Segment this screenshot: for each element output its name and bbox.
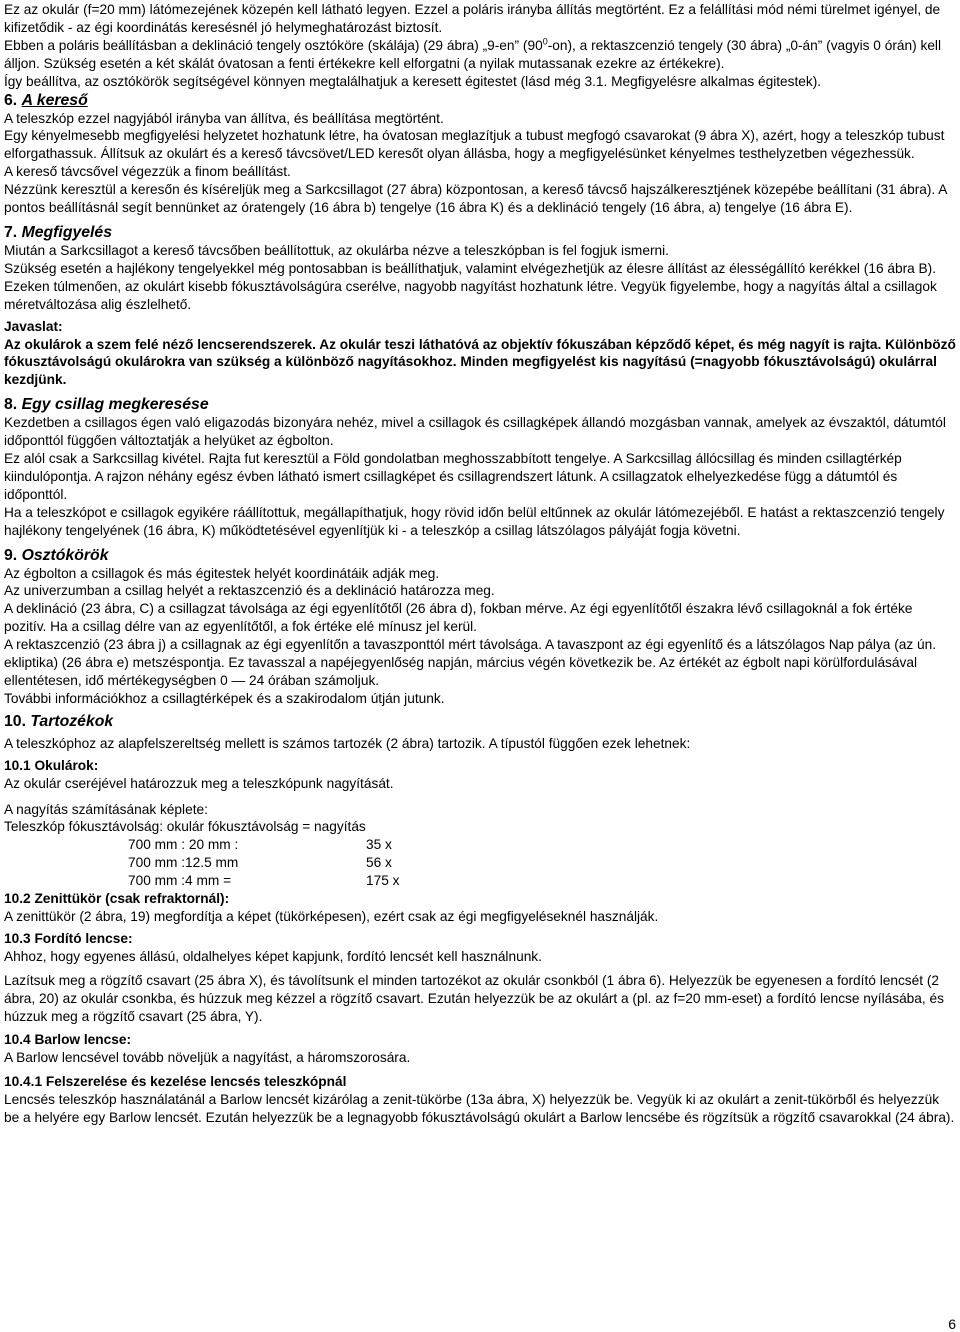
section-9-heading: [4, 546, 956, 565]
intro-paragraph-2: [4, 37, 956, 73]
section-10-title: Tartozékok: [30, 712, 114, 730]
section-10-2-paragraph-1: A zenittükör (2 ábra, 19) megfordítja a képet (tükörképesen), ezért csak az égi megfigyeléseknél használják.: [4, 908, 659, 924]
section-10-3-paragraph-2: Lazítsuk meg a rögzítő csavart (25 ábra X), és távolítsunk el minden tartozékot az okulár csonkból (1 ábra 6). Helyezzük be egyenesen a fordító lencsét (2 ábra, 20) az okulár csonkba, és húzzuk meg kézzel a rögzítő csavart. Ezután helyezzük be az okulárt a (pl. az f=20 mm-eset) a fordító lencse nyílásába, és húzzuk meg a rögzítő csavart (25 ábra, Y).: [4, 972, 944, 1024]
section-10-1-heading: 10.1 Okulárok:: [4, 757, 99, 773]
section-10-1-formula: Teleszkóp fókusztávolság: okulár fókusztávolság = nagyítás: [4, 819, 366, 835]
section-7-title: Megfigyelés: [21, 223, 113, 241]
section-10-3-heading: 10.3 Fordító lencse:: [4, 930, 133, 946]
section-10-1-paragraph-1: Az okulár cseréjével határozzuk meg a teleszkópunk nagyítását.: [4, 775, 394, 791]
calc-right: 175 x: [366, 873, 400, 889]
section-9-title: Osztókörök: [21, 546, 109, 564]
degree-superscript: 0: [542, 36, 548, 47]
calc-left: 700 mm : 20 mm :: [128, 837, 239, 853]
tip-label: Javaslat:: [4, 318, 63, 334]
section-10-1-paragraph-2: A nagyítás számításának képlete:: [4, 801, 208, 817]
section-6-title: A kereső: [21, 91, 88, 109]
intro-paragraph-3: Így beállítva, az osztókörök segítségével könnyen megtalálhatjuk a keresett égitestet (lásd még 3.1. Megfigyelésre alkalmas égitestek).: [4, 73, 822, 89]
section-10-number: 10.: [4, 712, 26, 730]
section-8-title: Egy csillag megkeresése: [21, 396, 209, 414]
calc-left: 700 mm :4 mm =: [128, 873, 232, 889]
calc-right: 35 x: [366, 837, 392, 853]
section-10-paragraph-1: A teleszkóphoz az alapfelszereltség mellett is számos tartozék (2 ábra) tartozik. A típustól függően ezek lehetnek:: [4, 735, 691, 751]
intro-paragraph-2-b: -on), a rektaszcenzió tengely (30 ábra) „0-án” (vagyis 0 órán) kell álljon. Szükség esetén a két skálát óvatosan a fenti értékekre kell elforgatni (a nyilak mutassanak ezekre az értékekre).: [4, 37, 942, 71]
section-10-2-heading: 10.2 Zenittükör (csak refraktornál):: [4, 891, 230, 907]
section-8-paragraph-1: Kezdetben a csillagos égen való eligazodás bizonyára nehéz, mivel a csillagok és csillagképek állandó mozgásban vannak, amelyek az évszaktól, dátumtól időponttól függően változtatják a helyüket az égbolton.: [4, 415, 946, 449]
calc-right: 56 x: [366, 855, 392, 871]
calc-left: 700 mm :12.5 mm: [128, 855, 239, 871]
section-6-paragraph-3: A kereső távcsővel végezzük a finom beállítást.: [4, 164, 291, 180]
section-9-number: 9.: [4, 546, 18, 564]
section-10-4-heading: 10.4 Barlow lencse:: [4, 1032, 132, 1048]
section-10-3-paragraph-1: Ahhoz, hogy egyenes állású, oldalhelyes képet kapjunk, fordító lencsét kell használnunk.: [4, 948, 542, 964]
section-7-paragraph-2: Szükség esetén a hajlékony tengelyekkel még pontosabban is beállíthatjuk, valamint elvégezhetjük az élesre állítást az élességállító kerékkel (16 ábra B).: [4, 260, 937, 276]
tip-text: Az okulárok a szem felé néző lencserendszerek. Az okulár teszi láthatóvá az objektív fókuszában képződő képet, és még nagyít is rajta. Különböző fókusztávolságú okulárokra van szükség a különböző nagyításokhoz. Minden megfigyelést kis nagyítású (=nagyobb fókusztávolságú) okulárral kezdjünk.: [4, 336, 956, 388]
calc-row: [4, 854, 956, 872]
section-9-paragraph-5: További információkhoz a csillagtérképek és a szakirodalom útján jutunk.: [4, 690, 445, 706]
section-7-number: 7.: [4, 223, 18, 241]
section-7-heading: [4, 223, 956, 242]
section-10-4-1-heading: 10.4.1 Felszerelése és kezelése lencsés teleszkópnál: [4, 1074, 347, 1090]
section-6-number: 6.: [4, 91, 18, 109]
section-7-paragraph-1: Miután a Sarkcsillagot a kereső távcsőben beállítottuk, az okulárba nézve a teleszkópban is fel fogjuk ismerni.: [4, 242, 669, 258]
section-10-4-1-paragraph-1: Lencsés teleszkóp használatánál a Barlow lencsét kizárólag a zenit-tükörbe (13a ábra, X) helyezzük be. Vegyük ki az okulárt a zenit-tükörből és helyezzük be a helyére egy Barlow lencsét. Ezután helyezzük be a legnagyobb fókusztávolságú okulárt a Barlow lencsébe és rögzítsük a rögzítő csavarokkal (24 ábra).: [4, 1092, 955, 1126]
section-6-paragraph-4: Nézzünk keresztül a keresőn és kíséreljük meg a Sarkcsillagot (27 ábra) központosan, a kereső távcső hajszálkeresztjének közepébe beállítani (31 ábra). A pontos beállításnál segít bennünket az óratengely (16 ábra b) tengelye (16 ábra K) és a deklináció tengely (16 ábra, a) tengelye (16 ábra E).: [4, 182, 947, 216]
calc-row: [4, 872, 956, 890]
page-number: 6: [948, 1316, 956, 1332]
section-6-paragraph-1: A teleszkóp ezzel nagyjából irányba van állítva, és beállítása megtörtént.: [4, 110, 444, 126]
section-9-paragraph-1: Az égbolton a csillagok és más égitestek helyét koordinátáik adják meg.: [4, 565, 440, 581]
section-7-paragraph-3: Ezeken túlmenően, az okulárt kisebb fókusztávolságúra cserélve, nagyobb nagyítást hozhatunk létre. Vegyük figyelembe, hogy a nagyítás által a csillagok méretváltozása alig észlelhető.: [4, 278, 937, 312]
section-8-paragraph-3: Ha a teleszkópot e csillagok egyikére ráállítottuk, megállapíthatjuk, hogy rövid időn belül eltűnnek az okulár látómezejéből. E hatást a rektaszcenzió tengely hajlékony tengelyének (16 ábra, K) működtetésével egyenlítjük ki - a teleszkóp a csillag látszólagos pályáját fogja követni.: [4, 504, 945, 538]
intro-paragraph-2-a: Ebben a poláris beállításban a deklináció tengely osztóköre (skálája) (29 ábra) „9-en” (90: [4, 37, 543, 53]
section-6-paragraph-2: Egy kényelmesebb megfigyelési helyzetet hozhatunk létre, ha óvatosan meglazítjuk a tubust megfogó csavarokat (9 ábra X), azért, hogy a teleszkóp tubust elforgathassuk. Állítsuk az okulárt és a kereső távcsövet/LED keresőt olyan állásba, hogy a megfigyelésünket kényelmes testhelyzetben végezhessük.: [4, 128, 945, 162]
section-8-paragraph-2: Ez alól csak a Sarkcsillag kivétel. Rajta fut keresztül a Föld gondolatban meghosszabbított tengelye. A Sarkcsillag állócsillag és minden csillagtérkép kiindulópontja. A rajzon néhány egész évben látható ismert csillagképet és csillagrendszert látunk. A csillagzatok elhelyezkedése függ a dátumtól és időponttól.: [4, 451, 902, 502]
section-9-paragraph-2: Az univerzumban a csillag helyét a rektaszcenzió és a deklináció határozza meg.: [4, 583, 495, 599]
section-9-paragraph-3: A deklináció (23 ábra, C) a csillagzat távolsága az égi egyenlítőtől (26 ábra d), fokban mérve. Az égi egyenlítőtől északra lévő csillagoknál a fok értéke pozitív. Ha a csillag délre van az egyenlítőtől, a fok értéke elé mínusz jel kerül.: [4, 601, 913, 635]
calc-row: [4, 836, 956, 854]
section-10-4-paragraph-1: A Barlow lencsével tovább növeljük a nagyítást, a háromszorosára.: [4, 1050, 411, 1066]
document-page: [4, 1, 956, 1127]
intro-paragraph-1: Ez az okulár (f=20 mm) látómezejének közepén kell látható legyen. Ezzel a poláris irányba állítás megtörtént. Ez a felállítási mód némi türelmet igényel, de kifizetődik - az égi koordinátás keresésnél jó helymeghatározást biztosít.: [4, 2, 941, 35]
section-8-number: 8.: [4, 396, 18, 414]
section-10-heading: [4, 712, 956, 731]
section-9-paragraph-4: A rektaszcenzió (23 ábra j) a csillagnak az égi egyenlítőn a tavaszponttól mért távolsága. A tavaszpont az égi egyenlítő és a látszólagos Nap pálya (az ún. ekliptika) (26 ábra e) metszéspontja. Ez tavasszal a napéjegyenlőség napján, március végén következik be. Az értékét az égbolt napi körülfordulásával ellentétesen, idő mértékegységben 0 — 24 órában számoljuk.: [4, 637, 937, 688]
section-8-heading: [4, 395, 956, 414]
section-6-heading: [4, 91, 956, 110]
